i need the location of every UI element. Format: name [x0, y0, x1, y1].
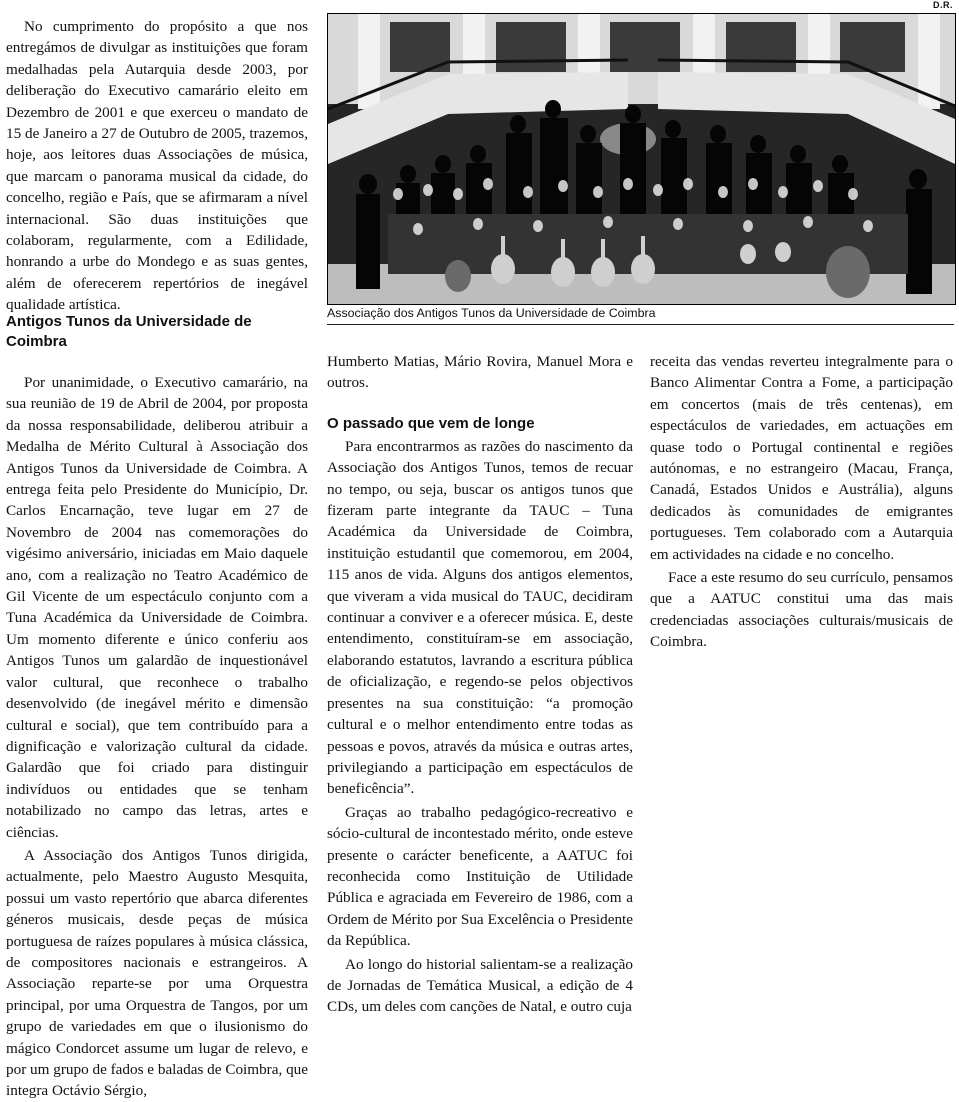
article-paragraph-continued: receita das vendas reverteu integralmente para o Banco Alimentar Contra a Fome, a participação em concertos (mais de três centenas), em espectáculos de variedades, em actuações em quase todo o Portugal continental e regiões autónomas, e no estrangeiro (Macau, França, Canadá, Estados Unidos e Austrália), alguns dedicados às comunidades de emigrantes portugueses. Tem colaborado com a Autarquia em actividades na cidade e no concelho. — [650, 353, 953, 563]
photo-caption: Associação dos Antigos Tunos da Universidade de Coimbra — [327, 305, 954, 325]
group-photo — [327, 13, 956, 305]
article-paragraph: Para encontrarmos as razões do nascimento da Associação dos Antigos Tunos, temos de recuar no tempo, ou seja, buscar os antigos tunos que fizeram parte integrante da TAUC – Tuna Académica da Universidade de Coimbra, instituição estudantil que comemorou, em 2004, 115 anos de vida. Alguns dos antigos elementos, que viveram a vida musical do TAUC, decidiram continuar a conviver e a oferecer música. E, deste entendimento, constituíram-se em associação, elaborando estatutos, lavrando a escritura pública de oficialização, e regendo-se pelos objectivos presentes na sua constituição: “a promoção cultural e o melhor entendimento entre todas as pessoas e povos, através da música e outras artes, privilegiando a participação em espectáculos de beneficência”. — [327, 437, 633, 798]
article-paragraph: Face a este resumo do seu currículo, pensamos que a AATUC constitui uma das mais credenciadas associações culturais/musicais de Coimbra. — [650, 569, 953, 651]
section-heading-antigos-tunos: Antigos Tunos da Universidade de Coimbra — [6, 313, 252, 350]
article-paragraph: Ao longo do historial salientam-se a realização de Jornadas de Temática Musical, a edição de 4 CDs, um deles com canções de Natal, e outro cuja — [327, 955, 633, 1016]
article-paragraph: Graças ao trabalho pedagógico-recreativo e sócio-cultural de incontestado mérito, onde esteve presente o carácter beneficente, a AATUC foi reconhecida como Instituição de Utilidade Pública e agraciada em Fevereiro de 1986, com a Ordem de Mérito por Sua Excelência o Presidente da República. — [327, 803, 633, 950]
section-heading-passado: O passado que vem de longe — [327, 415, 535, 432]
intro-column — [6, 16, 308, 316]
article-paragraph: A Associação dos Antigos Tunos dirigida, actualmente, pelo Maestro Augusto Mesquita, possui um vasto repertório que abarca diferentes géneros musicais, desde peças de música portuguesa de raízes populares à música clássica, de compositores nacionais e estrangeiros. A Associação reparte-se por uma Orquestra principal, por uma Orquestra de Tangos, por um grupo de variedades em que o ilusionismo do mágico Condorcet assume um lugar de relevo, e por um grupo de fados e baladas de Coimbra, que integra Octávio Sérgio, — [6, 846, 308, 1100]
intro-paragraph: No cumprimento do propósito a que nos entregámos de divulgar as instituições que foram medalhadas pela Autarquia desde 2003, por deliberação do Executivo camarário eleito em Dezembro de 2001 e que exerceu o mandato de 15 de Janeiro a 27 de Outubro de 2005, trazemos, hoje, aos leitores duas Associações de música, que marcam o panorama musical da cidade, do concelho, região e País, que se afirmaram a nível internacional. São duas instituições que colaboram, regularmente, com a Edilidade, honrando a urbe do Mondego e as suas gentes, além de oferecerem repertórios de inegável qualidade artística. — [6, 18, 308, 314]
middle-column — [327, 351, 633, 1018]
article-paragraph: Por unanimidade, o Executivo camarário, na sua reunião de 19 de Abril de 2004, por proposta da nossa responsabilidade, deliberou atribuir a Medalha de Mérito Cultural à Associação dos Antigos Tunos da Universidade de Coimbra. A entrega feita pelo Presidente do Município, Dr. Carlos Encarnação, teve lugar em 27 de Novembro de 2004 nas comemorações do vigésimo aniversário, iniciadas em Maio daquele ano, com a realização no Teatro Académico de Gil Vicente de um espectáculo conjunto com a Tuna Académica da Universidade de Coimbra. Um momento diferente e único conferiu aos Antigos Tunos um galardão de inquestionável valor cultural, que reconhece o trabalho desenvolvido (de inegável mérito e dimensão cultural e social), que tem contribuído para a dignificação e valorização cultural da cidade. Galardão que foi criado para distinguir indivíduos ou entidades que se tenham notabilizado no campo das letras, artes e ciências. — [6, 374, 308, 841]
photo-credit: D.R. — [933, 0, 953, 10]
left-column — [6, 372, 308, 1102]
article-paragraph-continued: Humberto Matias, Mário Rovira, Manuel Mora e outros. — [327, 353, 633, 392]
right-column — [650, 351, 953, 653]
